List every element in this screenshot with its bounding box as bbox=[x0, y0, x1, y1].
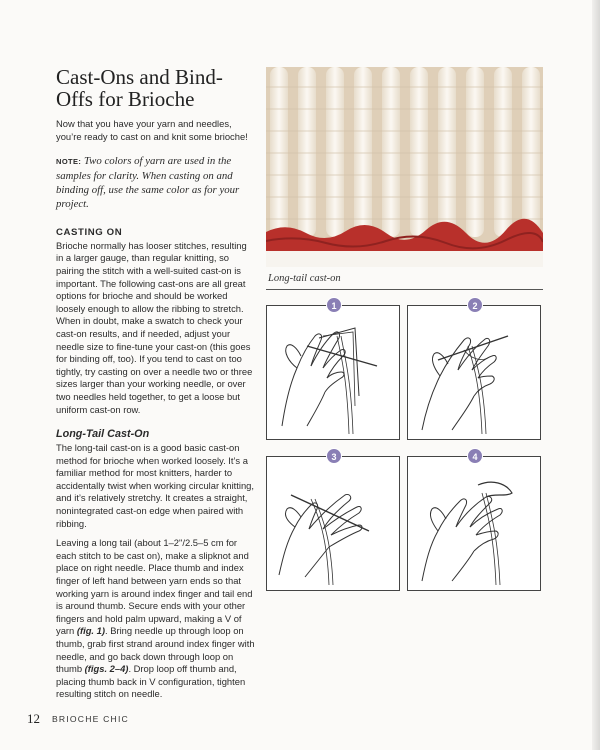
step-badge-2: 2 bbox=[467, 297, 483, 313]
figure-panel-3 bbox=[266, 452, 400, 591]
running-head: BRIOCHE CHIC bbox=[52, 714, 129, 724]
intro-text: Now that you have your yarn and needles, you’re ready to cast on and knit some brioche! bbox=[56, 118, 248, 142]
section-heading: CASTING ON bbox=[56, 226, 123, 238]
steps-text-b: . Bring needle up through loop on thumb, grab first strand around index finger with needle, and go back down through loop on thumb bbox=[56, 625, 255, 675]
steps-paragraph bbox=[56, 537, 256, 701]
step-badge-1: 1 bbox=[326, 297, 342, 313]
figure-caption: Long-tail cast-on bbox=[268, 273, 341, 284]
note-text: Two colors of yarn are used in the samples for clarity. When casting on and binding off, use the same color as for your project. bbox=[56, 155, 240, 210]
note bbox=[56, 154, 256, 211]
knit-swatch-illustration bbox=[266, 67, 543, 267]
section-body: Brioche normally has looser stitches, resulting in a larger gauge, than regular knitting, so pairing the stitch with a well-suited cast-on is important. The following cast-ons are all great options for brioche and should be worked loosely enough to allow the ribbing to stretch. When in doubt, make a swatch to check your cast-on results, and if needed, adjust your needle size to fine-tune your cast-on (this goes for binding off, too). If you tend to cast on too tightly, try casting on over a needle two or three sizes larger than your working needle, or over two needles held together, to get a loose but uniform cast-on row. bbox=[56, 239, 253, 415]
figure-panel-2 bbox=[407, 301, 541, 440]
step-badge-3: 3 bbox=[326, 448, 342, 464]
hand-illustration-1 bbox=[267, 306, 399, 439]
page-title: Cast-Ons and Bind-Offs for Brioche bbox=[56, 65, 223, 111]
fig-ref-1: (fig. 1) bbox=[76, 625, 105, 637]
subheading: Long-Tail Cast-On bbox=[56, 428, 150, 441]
page-number: 12 bbox=[27, 711, 40, 726]
figure-panel-1 bbox=[266, 301, 400, 440]
sub-body: The long-tail cast-on is a good basic cast-on method for brioche when worked loosely. It’s a familiar method for most knitters, harder to accidentally twist when working circular knitting, and it’s relatively stretchy. It creates a straight, nonintegrated cast-on edge when paired with ribbing. bbox=[56, 442, 254, 529]
steps-text-a: Leaving a long tail (about 1–2"/2.5–5 cm for each stitch to be cast on), make a slipknot and place on right needle. Place thumb and index finger of left hand between yarn ends so that working yarn is around index finger and tail end is around thumb. Secure ends with your other fingers and hold palm upward, making a V of yarn bbox=[56, 537, 253, 637]
fig-ref-2: (figs. 2–4) bbox=[84, 663, 129, 675]
figure-panel-4 bbox=[407, 452, 541, 591]
hand-illustration-3 bbox=[267, 457, 399, 590]
text-column bbox=[56, 66, 256, 701]
hand-illustration-4 bbox=[408, 457, 540, 590]
page-edge bbox=[592, 0, 600, 750]
hand-illustration-2 bbox=[408, 306, 540, 439]
step-badge-4: 4 bbox=[467, 448, 483, 464]
note-label: NOTE: bbox=[56, 157, 82, 167]
knit-swatch-photo bbox=[266, 67, 543, 267]
caption-rule bbox=[266, 289, 543, 290]
steps-text-c: . Drop loop off thumb and, placing thumb back in V configuration, tighten resulting stitch on needle. bbox=[56, 663, 246, 700]
